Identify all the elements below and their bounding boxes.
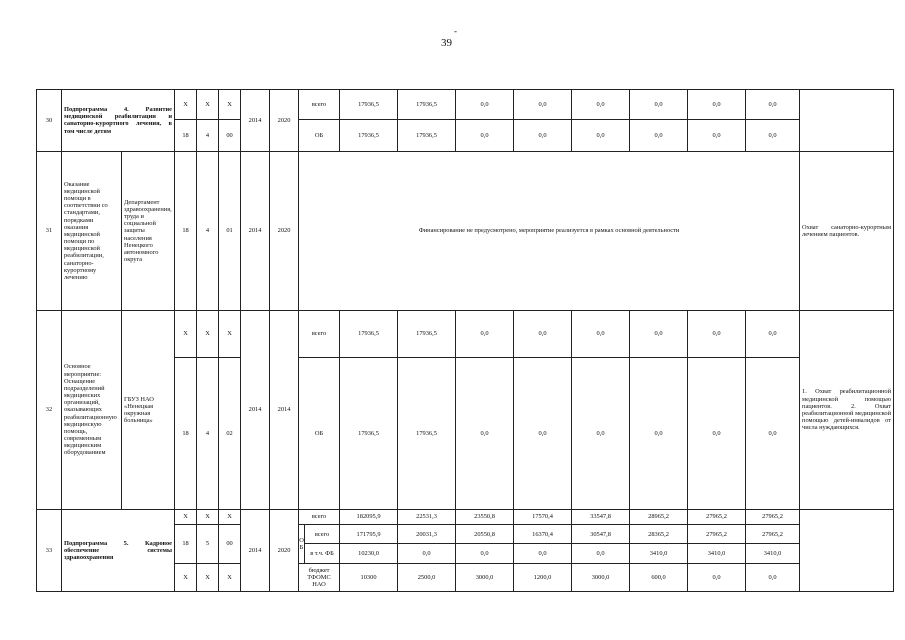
amount-cell: 0,0	[746, 563, 800, 591]
amount-cell: 1200,0	[514, 563, 572, 591]
amount-cell: 17570,4	[514, 509, 572, 524]
code-cell: X	[219, 90, 241, 120]
amount-cell: 0,0	[514, 90, 572, 120]
amount-cell: 0,0	[572, 357, 630, 509]
amount-cell: 22531,3	[398, 509, 456, 524]
amount-cell: 0,0	[688, 357, 746, 509]
code-cell: X	[197, 311, 219, 358]
subprogram-title: Подпрограмма 4. Развитие медицинской реабилитации и санаторно-курортного лечения, в том числе детям	[62, 90, 175, 152]
amount-cell: 0,0	[514, 357, 572, 509]
amount-cell: 0,0	[572, 311, 630, 358]
funding-source: в т.ч. ФБ	[305, 544, 340, 563]
amount-cell: 0,0	[514, 120, 572, 151]
row-number: 33	[37, 509, 62, 591]
amount-cell: 17936,5	[398, 120, 456, 151]
amount-cell: 2500,0	[398, 563, 456, 591]
amount-cell: 0,0	[630, 311, 688, 358]
executor: Департамент здравоохранения, труда и социальной защиты населения Ненецкого автономного округа	[122, 151, 175, 310]
funding-source: всего	[299, 311, 340, 358]
amount-cell: 182095,9	[340, 509, 398, 524]
amount-cell: 17936,5	[340, 311, 398, 358]
result-cell: 1. Охват реабилитационной медицинской помощью пациентов. 2. Охват реабилитационной медицинской помощью детей-инвалидов от числа нуждающихся.	[800, 311, 894, 510]
amount-cell: 3000,0	[572, 563, 630, 591]
table-row	[37, 311, 894, 358]
code-cell: 18	[175, 525, 197, 564]
start-year: 2014	[241, 311, 270, 510]
header-mark: -	[454, 26, 457, 36]
amount-cell: 0,0	[456, 357, 514, 509]
amount-cell: 17936,5	[398, 357, 456, 509]
end-year: 2020	[270, 90, 299, 152]
end-year: 2020	[270, 151, 299, 310]
budget-letters: О Б	[299, 525, 305, 564]
code-cell: 4	[197, 151, 219, 310]
amount-cell: 27965,2	[688, 509, 746, 524]
amount-cell: 3410,0	[746, 544, 800, 563]
row-number: 30	[37, 90, 62, 152]
amount-cell: 17936,5	[340, 357, 398, 509]
code-cell: X	[219, 311, 241, 358]
program-table	[36, 89, 894, 592]
code-cell: X	[197, 90, 219, 120]
amount-cell: 27965,2	[746, 509, 800, 524]
amount-cell: 17936,5	[340, 120, 398, 151]
amount-cell: 0,0	[630, 90, 688, 120]
end-year: 2020	[270, 509, 299, 591]
code-cell: X	[219, 509, 241, 524]
amount-cell: 0,0	[746, 90, 800, 120]
amount-cell: 28965,2	[630, 509, 688, 524]
row-number: 32	[37, 311, 62, 510]
code-cell: X	[197, 563, 219, 591]
funding-source: ОБ	[299, 357, 340, 509]
amount-cell: 0,0	[572, 544, 630, 563]
amount-cell: 17936,5	[398, 90, 456, 120]
amount-cell: 3000,0	[456, 563, 514, 591]
amount-cell: 0,0	[746, 357, 800, 509]
start-year: 2014	[241, 151, 270, 310]
amount-cell: 17936,5	[398, 311, 456, 358]
code-cell: 18	[175, 120, 197, 151]
event-title: Основное мероприятие: Оснащение подразделений медицинских организаций, оказывающих реабилитационную медицинскую помощь, современным медицинским оборудованием	[62, 311, 122, 510]
amount-cell: 20550,8	[456, 525, 514, 544]
amount-cell: 0,0	[688, 311, 746, 358]
result-cell: Охват санаторно-курортным лечением пациентов.	[800, 151, 894, 310]
amount-cell: 10230,0	[340, 544, 398, 563]
amount-cell: 0,0	[456, 120, 514, 151]
code-cell: X	[175, 509, 197, 524]
funding-source: всего	[299, 509, 340, 524]
amount-cell: 600,0	[630, 563, 688, 591]
code-cell: X	[175, 311, 197, 358]
amount-cell: 33547,8	[572, 509, 630, 524]
amount-cell: 23550,8	[456, 509, 514, 524]
amount-cell: 0,0	[630, 357, 688, 509]
end-year: 2014	[270, 311, 299, 510]
amount-cell: 30547,8	[572, 525, 630, 544]
code-cell: X	[197, 509, 219, 524]
amount-cell: 3410,0	[630, 544, 688, 563]
result-cell	[800, 90, 894, 152]
amount-cell: 0,0	[456, 544, 514, 563]
subprogram-title: Подпрограмма 5. Кадровое обеспечение системы здравоохранения	[62, 509, 175, 591]
amount-cell: 0,0	[514, 544, 572, 563]
code-cell: X	[175, 563, 197, 591]
amount-cell: 0,0	[572, 90, 630, 120]
code-cell: X	[175, 90, 197, 120]
page-number: 39	[441, 37, 452, 49]
funding-source: ОБ	[299, 120, 340, 151]
executor: ГБУЗ НАО «Ненецкая окружная больница»	[122, 311, 175, 510]
code-cell: 5	[197, 525, 219, 564]
amount-cell: 0,0	[746, 120, 800, 151]
start-year: 2014	[241, 509, 270, 591]
amount-cell: 0,0	[398, 544, 456, 563]
code-cell: 4	[197, 357, 219, 509]
amount-cell: 0,0	[514, 311, 572, 358]
amount-cell: 0,0	[688, 563, 746, 591]
amount-cell: 0,0	[688, 90, 746, 120]
amount-cell: 10300	[340, 563, 398, 591]
row-number: 31	[37, 151, 62, 310]
table-row	[37, 509, 894, 524]
code-cell: 01	[219, 151, 241, 310]
code-cell: 18	[175, 357, 197, 509]
table-row	[37, 151, 894, 310]
amount-cell: 0,0	[456, 90, 514, 120]
code-cell: 00	[219, 120, 241, 151]
event-title: Оказание медицинской помощи в соответствии со стандартами, порядками оказания медицинской помощи по медицинской реабилитации, санаторно-курортному лечению	[62, 151, 122, 310]
amount-cell: 16370,4	[514, 525, 572, 544]
code-cell: 00	[219, 525, 241, 564]
amount-cell: 0,0	[746, 311, 800, 358]
amount-cell: 0,0	[630, 120, 688, 151]
amount-cell: 27965,2	[746, 525, 800, 544]
amount-cell: 0,0	[572, 120, 630, 151]
code-cell: 18	[175, 151, 197, 310]
amount-cell: 0,0	[688, 120, 746, 151]
amount-cell: 28365,2	[630, 525, 688, 544]
amount-cell: 171795,9	[340, 525, 398, 544]
table-row	[37, 90, 894, 120]
amount-cell: 17936,5	[340, 90, 398, 120]
code-cell: 4	[197, 120, 219, 151]
funding-source: бюджет ТФОМС НАО	[299, 563, 340, 591]
funding-note: Финансирование не предусмотрено, мероприятие реализуется в рамках основной деятельности	[299, 151, 800, 310]
amount-cell: 27965,2	[688, 525, 746, 544]
code-cell: 02	[219, 357, 241, 509]
code-cell: X	[219, 563, 241, 591]
amount-cell: 0,0	[456, 311, 514, 358]
amount-cell: 3410,0	[688, 544, 746, 563]
amount-cell: 20031,3	[398, 525, 456, 544]
result-cell	[800, 509, 894, 591]
funding-source: всего	[299, 90, 340, 120]
funding-source: всего	[305, 525, 340, 544]
start-year: 2014	[241, 90, 270, 152]
